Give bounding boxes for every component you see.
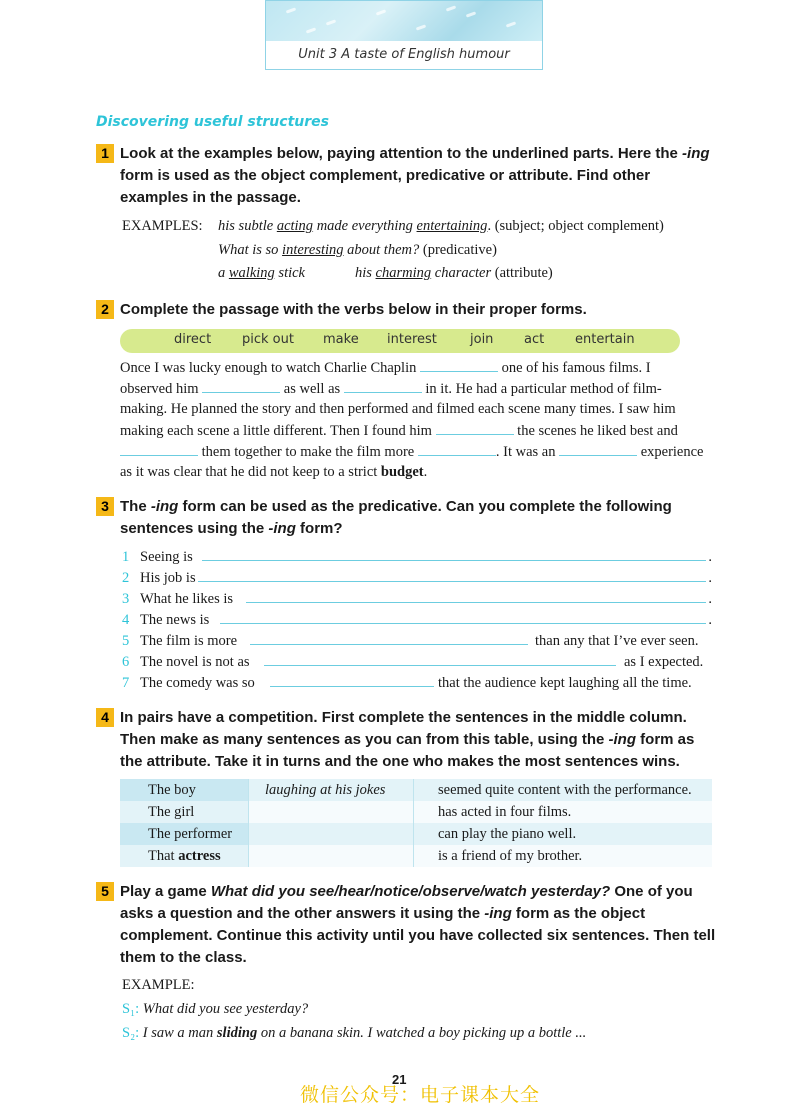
table-row [120,779,712,801]
example-2: What is so interesting about them? (predicative) [218,242,497,258]
table-input-cell[interactable] [249,823,414,845]
word-bank-item: entertain [575,332,635,347]
passage-line: them together to make the film more . It was an experience [120,441,713,463]
passage-line: Once I was lucky enough to watch Charlie Chaplin one of his famous films. I [120,357,713,379]
table-cell: seemed quite content with the performance. [414,779,713,801]
word-bank-item: act [524,332,545,347]
watermark-text: 微信公众号：电子课本大全 [300,1084,541,1106]
passage-line: making. He planned the story and then performed and filmed each scene many times. I saw him [120,401,676,417]
word-bank-item: direct [174,332,212,347]
word-bank-item: interest [387,332,437,347]
table-cell: is a friend of my brother. [414,845,713,867]
answer-line[interactable] [198,581,706,582]
table-cell: That actress [120,845,249,867]
passage-line: as it was clear that he did not keep to a strict budget. [120,464,428,480]
table-cell: The performer [120,823,249,845]
answer-blank[interactable] [418,441,496,456]
dialogue-line: S₂: I saw a man sliding on a banana skin. I watched a boy picking up a bottle ... [122,1025,587,1041]
table-cell: The boy [120,779,249,801]
task-number: 2 [96,300,114,319]
answer-blank[interactable] [120,441,198,456]
dialogue-line: S₁: What did you see yesterday? [122,1001,309,1017]
task-3-instruction: 3 The -ing form can be used as the predicative. Can you complete the following sentences using the -ing form? [96,496,716,540]
task-2-instruction: 2 Complete the passage with the verbs below in their proper forms. [96,299,716,321]
table-row [120,823,712,845]
section-title: Discovering useful structures [96,114,329,130]
example-label: EXAMPLE: [122,977,195,993]
answer-line[interactable] [220,623,706,624]
example-3b: his charming character (attribute) [355,265,553,281]
sentence-item: 7 The comedy was so that the audience kept laughing all the time. [122,675,692,691]
word-bank-item: join [470,332,494,347]
task-4-instruction: 4 In pairs have a competition. First complete the sentences in the middle column. Then make as many sentences as you can from this table, using the -ing form as the attribute. Take it in turns and the one who makes the most sentences wins. [96,707,716,773]
examples-label: EXAMPLES: [122,218,203,234]
example-3a: a walking stick [218,265,305,281]
table-row [120,801,712,823]
task-number: 1 [96,144,114,163]
answer-blank[interactable] [202,378,280,393]
table-cell: has acted in four films. [414,801,713,823]
sentence-item: 2 His job is . [122,570,712,586]
word-bank-item: make [323,332,359,347]
task-number: 4 [96,708,114,727]
answer-line[interactable] [202,560,706,561]
unit-banner [265,0,543,70]
table-input-cell[interactable] [249,845,414,867]
answer-line[interactable] [246,602,706,603]
table-cell: The girl [120,801,249,823]
table-row [120,845,712,867]
answer-line[interactable] [264,665,616,666]
answer-line[interactable] [270,686,434,687]
passage-line: observed him as well as in it. He had a particular method of film- [120,378,713,400]
sentence-item: 6 The novel is not as as I expected. [122,654,704,670]
task-5-instruction: 5 Play a game What did you see/hear/notice/observe/watch yesterday? One of you asks a question and the other answers it using the -ing form as the object complement. Continue this activity until you have collected six sentences. Then tell them to the class. [96,881,716,969]
example-1: his subtle acting made everything entertaining. (subject; object complement) [218,218,664,234]
word-bank-item: pick out [242,332,294,347]
answer-blank[interactable] [559,441,637,456]
sentence-item: 3 What he likes is . [122,591,712,607]
task-1-instruction: 1 Look at the examples below, paying attention to the underlined parts. Here the -ing form is used as the object complement, predicative or attribute. Find other examples in the passage. [96,143,716,209]
answer-blank[interactable] [420,357,498,372]
word-bank [120,329,680,353]
task-number: 5 [96,882,114,901]
sentence-item: 4 The news is . [122,612,712,628]
passage-line: making each scene a little different. Then I found him the scenes he liked best and [120,420,713,442]
task-number: 3 [96,497,114,516]
sentence-item: 1 Seeing is . [122,549,712,565]
unit-title: Unit 3 A taste of English humour [266,41,542,69]
sentence-item: 5 The film is more than any that I’ve ever seen. [122,633,699,649]
page-number: 21 [392,1072,407,1087]
table-input-cell[interactable] [249,801,414,823]
answer-line[interactable] [250,644,528,645]
table-cell: can play the piano well. [414,823,713,845]
answer-blank[interactable] [436,420,514,435]
banner-decoration [266,1,542,41]
sentence-table [120,779,712,867]
answer-blank[interactable] [344,378,422,393]
table-cell: laughing at his jokes [249,779,414,801]
